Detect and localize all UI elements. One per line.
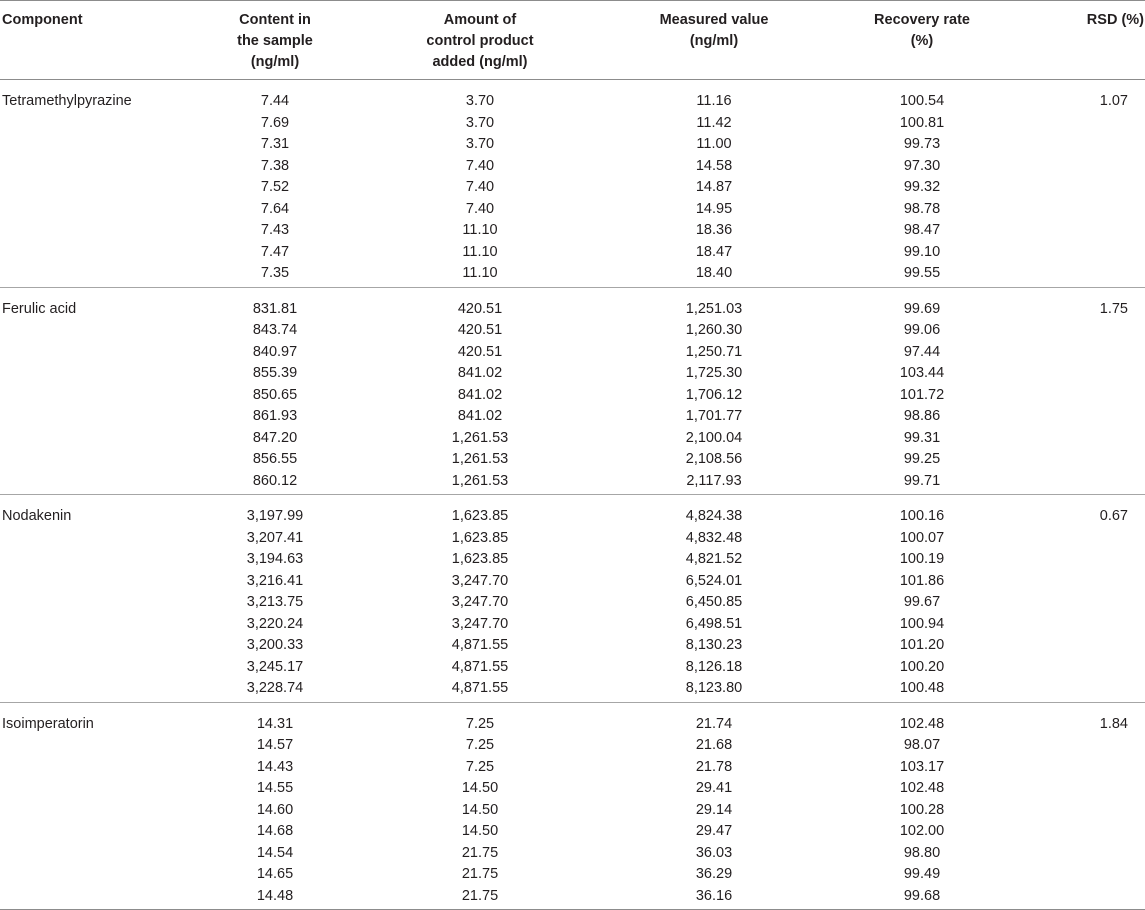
content-cell: 7.64 (261, 199, 289, 221)
measured-cell: 4,832.48 (686, 528, 742, 550)
recovery-cell: 100.19 (900, 549, 944, 571)
rsd-value: 1.75 (1100, 299, 1128, 321)
measured-cell: 29.14 (696, 800, 732, 822)
table-row (0, 571, 1145, 593)
added-cell: 14.50 (462, 778, 498, 800)
content-cell: 14.68 (257, 821, 293, 843)
recovery-cell: 98.86 (904, 406, 940, 428)
added-cell: 1,623.85 (452, 506, 508, 528)
component-name: Tetramethylpyrazine (2, 91, 132, 113)
content-cell: 14.57 (257, 735, 293, 757)
recovery-cell: 102.48 (900, 778, 944, 800)
content-cell: 3,200.33 (247, 635, 303, 657)
recovery-cell: 101.86 (900, 571, 944, 593)
recovery-cell: 102.48 (900, 714, 944, 736)
table-row (0, 528, 1145, 550)
component-name: Nodakenin (2, 506, 71, 528)
added-cell: 420.51 (458, 342, 502, 364)
recovery-cell: 101.72 (900, 385, 944, 407)
content-cell: 860.12 (253, 471, 297, 493)
table-row (0, 385, 1145, 407)
recovery-cell: 99.73 (904, 134, 940, 156)
table-row (0, 177, 1145, 199)
table-row (0, 843, 1145, 865)
recovery-cell: 100.07 (900, 528, 944, 550)
recovery-cell: 97.44 (904, 342, 940, 364)
content-cell: 3,245.17 (247, 657, 303, 679)
measured-cell: 1,251.03 (686, 299, 742, 321)
recovery-cell: 99.68 (904, 886, 940, 908)
table-row (0, 242, 1145, 264)
measured-cell: 36.29 (696, 864, 732, 886)
recovery-cell: 97.30 (904, 156, 940, 178)
added-cell: 21.75 (462, 843, 498, 865)
table-row (0, 342, 1145, 364)
added-cell: 11.10 (462, 242, 497, 264)
added-cell: 1,623.85 (452, 549, 508, 571)
measured-cell: 1,725.30 (686, 363, 742, 385)
recovery-cell: 98.07 (904, 735, 940, 757)
added-cell: 841.02 (458, 385, 502, 407)
table-row (0, 91, 1145, 113)
table-row (0, 449, 1145, 471)
table-row (0, 549, 1145, 571)
added-cell: 7.40 (466, 156, 494, 178)
added-cell: 11.10 (462, 220, 497, 242)
table-row (0, 657, 1145, 679)
added-cell: 21.75 (462, 886, 498, 908)
table-row (0, 263, 1145, 285)
measured-cell: 11.00 (696, 134, 731, 156)
table-row (0, 320, 1145, 342)
component-group (0, 703, 1145, 910)
recovery-cell: 99.71 (904, 471, 940, 493)
content-cell: 14.31 (257, 714, 293, 736)
content-cell: 14.54 (257, 843, 293, 865)
measured-cell: 6,498.51 (686, 614, 742, 636)
measured-cell: 18.36 (696, 220, 732, 242)
header-measured: Measured value (ng/ml) (660, 10, 769, 52)
content-cell: 14.43 (257, 757, 293, 779)
measured-cell: 4,824.38 (686, 506, 742, 528)
recovery-cell: 103.44 (900, 363, 944, 385)
recovery-cell: 100.28 (900, 800, 944, 822)
content-cell: 7.38 (261, 156, 289, 178)
content-cell: 3,220.24 (247, 614, 303, 636)
recovery-cell: 98.47 (904, 220, 940, 242)
content-cell: 14.48 (257, 886, 293, 908)
recovery-cell: 99.32 (904, 177, 940, 199)
added-cell: 7.40 (466, 199, 494, 221)
table-body (0, 80, 1145, 910)
added-cell: 4,871.55 (452, 635, 508, 657)
measured-cell: 1,701.77 (686, 406, 742, 428)
table-row (0, 199, 1145, 221)
added-cell: 14.50 (462, 821, 498, 843)
content-cell: 7.47 (261, 242, 289, 264)
measured-cell: 4,821.52 (686, 549, 742, 571)
measured-cell: 11.16 (696, 91, 731, 113)
rsd-value: 1.84 (1100, 714, 1128, 736)
table-row (0, 506, 1145, 528)
measured-cell: 8,123.80 (686, 678, 742, 700)
added-cell: 7.25 (466, 714, 494, 736)
table-row (0, 821, 1145, 843)
measured-cell: 36.03 (696, 843, 732, 865)
content-cell: 7.52 (261, 177, 289, 199)
added-cell: 11.10 (462, 263, 497, 285)
measured-cell: 1,706.12 (686, 385, 742, 407)
added-cell: 3.70 (466, 91, 494, 113)
table-row (0, 220, 1145, 242)
table-row (0, 592, 1145, 614)
content-cell: 7.35 (261, 263, 289, 285)
recovery-cell: 100.94 (900, 614, 944, 636)
added-cell: 3.70 (466, 134, 494, 156)
content-cell: 855.39 (253, 363, 297, 385)
measured-cell: 29.47 (696, 821, 732, 843)
measured-cell: 21.78 (696, 757, 732, 779)
recovery-cell: 99.69 (904, 299, 940, 321)
measured-cell: 8,130.23 (686, 635, 742, 657)
measured-cell: 2,108.56 (686, 449, 742, 471)
component-group (0, 495, 1145, 703)
table-row (0, 757, 1145, 779)
content-cell: 840.97 (253, 342, 297, 364)
measured-cell: 21.74 (696, 714, 732, 736)
recovery-cell: 98.78 (904, 199, 940, 221)
measured-cell: 6,524.01 (686, 571, 742, 593)
header-recovery: Recovery rate (%) (874, 10, 970, 52)
recovery-cell: 100.48 (900, 678, 944, 700)
added-cell: 3.70 (466, 113, 494, 135)
added-cell: 1,261.53 (452, 428, 508, 450)
content-cell: 831.81 (253, 299, 297, 321)
added-cell: 841.02 (458, 363, 502, 385)
component-group (0, 288, 1145, 496)
added-cell: 3,247.70 (452, 614, 508, 636)
table-row (0, 428, 1145, 450)
content-cell: 843.74 (253, 320, 297, 342)
recovery-cell: 99.31 (904, 428, 940, 450)
recovery-cell: 100.81 (900, 113, 944, 135)
header-content: Content in the sample (ng/ml) (237, 10, 313, 73)
added-cell: 1,261.53 (452, 471, 508, 493)
measured-cell: 14.58 (696, 156, 732, 178)
table-row (0, 864, 1145, 886)
added-cell: 420.51 (458, 299, 502, 321)
recovery-cell: 100.54 (900, 91, 944, 113)
content-cell: 7.69 (261, 113, 289, 135)
recovery-cell: 99.25 (904, 449, 940, 471)
table-header (0, 0, 1145, 80)
recovery-cell: 99.67 (904, 592, 940, 614)
component-group (0, 80, 1145, 288)
recovery-cell: 102.00 (900, 821, 944, 843)
content-cell: 14.55 (257, 778, 293, 800)
table-row (0, 714, 1145, 736)
measured-cell: 18.40 (696, 263, 732, 285)
table-row (0, 299, 1145, 321)
table-row (0, 134, 1145, 156)
measured-cell: 6,450.85 (686, 592, 742, 614)
measured-cell: 1,250.71 (686, 342, 742, 364)
added-cell: 7.25 (466, 757, 494, 779)
added-cell: 4,871.55 (452, 657, 508, 679)
content-cell: 856.55 (253, 449, 297, 471)
recovery-cell: 99.49 (904, 864, 940, 886)
added-cell: 14.50 (462, 800, 498, 822)
content-cell: 7.43 (261, 220, 289, 242)
table-row (0, 471, 1145, 493)
header-rsd: RSD (%) (1087, 10, 1144, 31)
table-row (0, 635, 1145, 657)
content-cell: 847.20 (253, 428, 297, 450)
added-cell: 4,871.55 (452, 678, 508, 700)
recovery-cell: 103.17 (900, 757, 944, 779)
added-cell: 7.25 (466, 735, 494, 757)
measured-cell: 21.68 (696, 735, 732, 757)
measured-cell: 36.16 (696, 886, 732, 908)
measured-cell: 8,126.18 (686, 657, 742, 679)
header-added: Amount of control product added (ng/ml) (426, 10, 533, 73)
table-row (0, 614, 1145, 636)
added-cell: 3,247.70 (452, 592, 508, 614)
content-cell: 3,197.99 (247, 506, 303, 528)
table-row (0, 778, 1145, 800)
content-cell: 7.44 (261, 91, 289, 113)
content-cell: 7.31 (261, 134, 289, 156)
table-row (0, 113, 1145, 135)
recovery-cell: 99.10 (904, 242, 940, 264)
table-row (0, 363, 1145, 385)
recovery-cell: 98.80 (904, 843, 940, 865)
component-name: Ferulic acid (2, 299, 76, 321)
recovery-cell: 100.20 (900, 657, 944, 679)
measured-cell: 14.95 (696, 199, 732, 221)
added-cell: 21.75 (462, 864, 498, 886)
content-cell: 3,194.63 (247, 549, 303, 571)
table-row (0, 406, 1145, 428)
recovery-cell: 99.06 (904, 320, 940, 342)
content-cell: 14.60 (257, 800, 293, 822)
table-row (0, 800, 1145, 822)
table-row (0, 156, 1145, 178)
content-cell: 14.65 (257, 864, 293, 886)
recovery-cell: 100.16 (900, 506, 944, 528)
rsd-value: 0.67 (1100, 506, 1128, 528)
content-cell: 850.65 (253, 385, 297, 407)
added-cell: 7.40 (466, 177, 494, 199)
recovery-cell: 101.20 (900, 635, 944, 657)
measured-cell: 2,117.93 (686, 471, 741, 493)
table-row (0, 735, 1145, 757)
content-cell: 861.93 (253, 406, 297, 428)
recovery-cell: 99.55 (904, 263, 940, 285)
table-row (0, 678, 1145, 700)
added-cell: 841.02 (458, 406, 502, 428)
content-cell: 3,228.74 (247, 678, 303, 700)
measured-cell: 14.87 (696, 177, 732, 199)
content-cell: 3,216.41 (247, 571, 303, 593)
component-name: Isoimperatorin (2, 714, 94, 736)
measured-cell: 29.41 (696, 778, 732, 800)
measured-cell: 1,260.30 (686, 320, 742, 342)
added-cell: 1,261.53 (452, 449, 508, 471)
added-cell: 3,247.70 (452, 571, 508, 593)
measured-cell: 18.47 (696, 242, 732, 264)
measured-cell: 11.42 (696, 113, 731, 135)
added-cell: 420.51 (458, 320, 502, 342)
content-cell: 3,207.41 (247, 528, 303, 550)
rsd-value: 1.07 (1100, 91, 1128, 113)
measured-cell: 2,100.04 (686, 428, 742, 450)
header-component: Component (2, 10, 83, 31)
added-cell: 1,623.85 (452, 528, 508, 550)
content-cell: 3,213.75 (247, 592, 303, 614)
